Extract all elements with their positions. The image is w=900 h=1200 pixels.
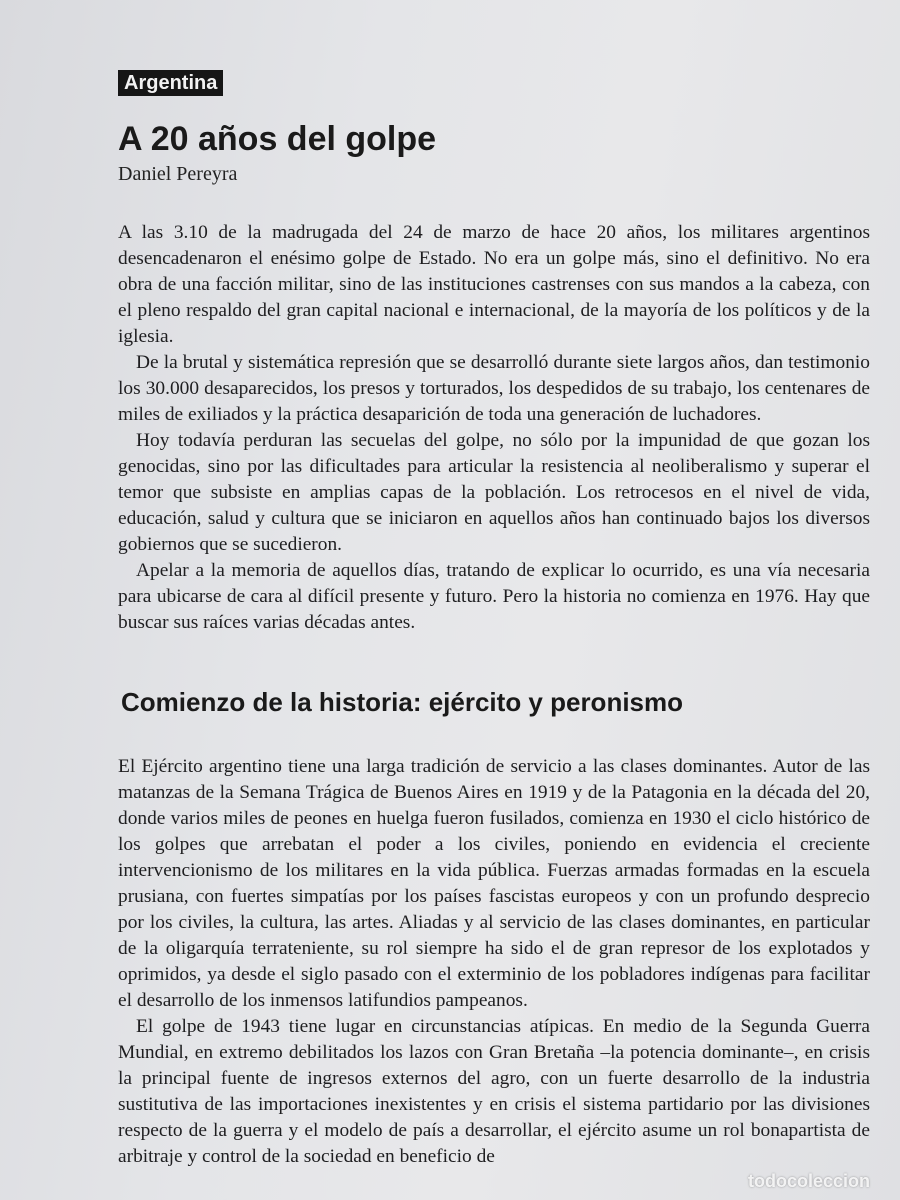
author-name: Daniel Pereyra	[118, 163, 238, 185]
paragraph: A las 3.10 de la madrugada del 24 de marzo de hace 20 años, los militares argentinos desencadenaron el enésimo golpe de Estado. No era un golpe más, sino el definitivo. No era obra de una facción militar, sino de las instituciones castrenses con sus mandos a la cabeza, con el pleno respaldo del gran capital nacional e internacional, de la mayoría de los políticos y de la iglesia.	[118, 222, 870, 347]
article-title: A 20 años del golpe	[118, 120, 437, 158]
paragraph: El golpe de 1943 tiene lugar en circunstancias atípicas. En medio de la Segunda Guerra Mundial, en extremo debilitados los lazos con Gran Bretaña –la potencia dominante–, en crisis la principal fuente de ingresos externos del agro, con un fuerte desarrollo de la industria sustitutiva de las importaciones inexistentes y en crisis el sistema partidario por las divisiones respecto de la guerra y el modelo de país a desarrollar, el ejército asume un rol bonapartista de arbitraje y control de la sociedad en beneficio de	[118, 1016, 870, 1167]
section-heading: Comienzo de la historia: ejército y peronismo	[121, 687, 684, 717]
section-tag: Argentina	[118, 70, 223, 96]
intro-section	[118, 220, 870, 636]
history-section	[118, 754, 870, 1170]
paragraph: El Ejército argentino tiene una larga tradición de servicio a las clases dominantes. Autor de las matanzas de la Semana Trágica de Buenos Aires en 1919 y de la Patagonia en la década del 20, donde varios miles de peones en huelga fueron fusilados, comienza en 1930 el ciclo histórico de los golpes que arrebatan el poder a los civiles, poniendo en evidencia el creciente intervencionismo de los militares en la vida pública. Fuerzas armadas formadas en la escuela prusiana, con fuertes simpatías por los países fascistas europeos y con un profundo desprecio por los civiles, la cultura, las artes. Aliadas y al servicio de las clases dominantes, en particular de la oligarquía terrateniente, su rol siempre ha sido el de gran represor de los explotados y oprimidos, ya desde el siglo pasado con el exterminio de los pobladores indígenas para facilitar el desarrollo de los inmensos latifundios pampeanos.	[118, 756, 870, 1011]
paragraph: Hoy todavía perduran las secuelas del golpe, no sólo por la impunidad de que gozan los genocidas, sino por las dificultades para articular la resistencia al neoliberalismo y superar el temor que subsiste en amplias capas de la población. Los retrocesos en el nivel de vida, educación, salud y cultura que se iniciaron en aquellos años han continuado bajos los diversos gobiernos que se sucedieron.	[118, 430, 870, 555]
watermark: todocoleccion	[748, 1171, 871, 1191]
paragraph: Apelar a la memoria de aquellos días, tratando de explicar lo ocurrido, es una vía necesaria para ubicarse de cara al difícil presente y futuro. Pero la historia no comienza en 1976. Hay que buscar sus raíces varias décadas antes.	[118, 560, 870, 633]
paragraph: De la brutal y sistemática represión que se desarrolló durante siete largos años, dan testimonio los 30.000 desaparecidos, los presos y torturados, los despedidos de su trabajo, los centenares de miles de exiliados y la práctica desaparición de toda una generación de luchadores.	[118, 352, 870, 425]
